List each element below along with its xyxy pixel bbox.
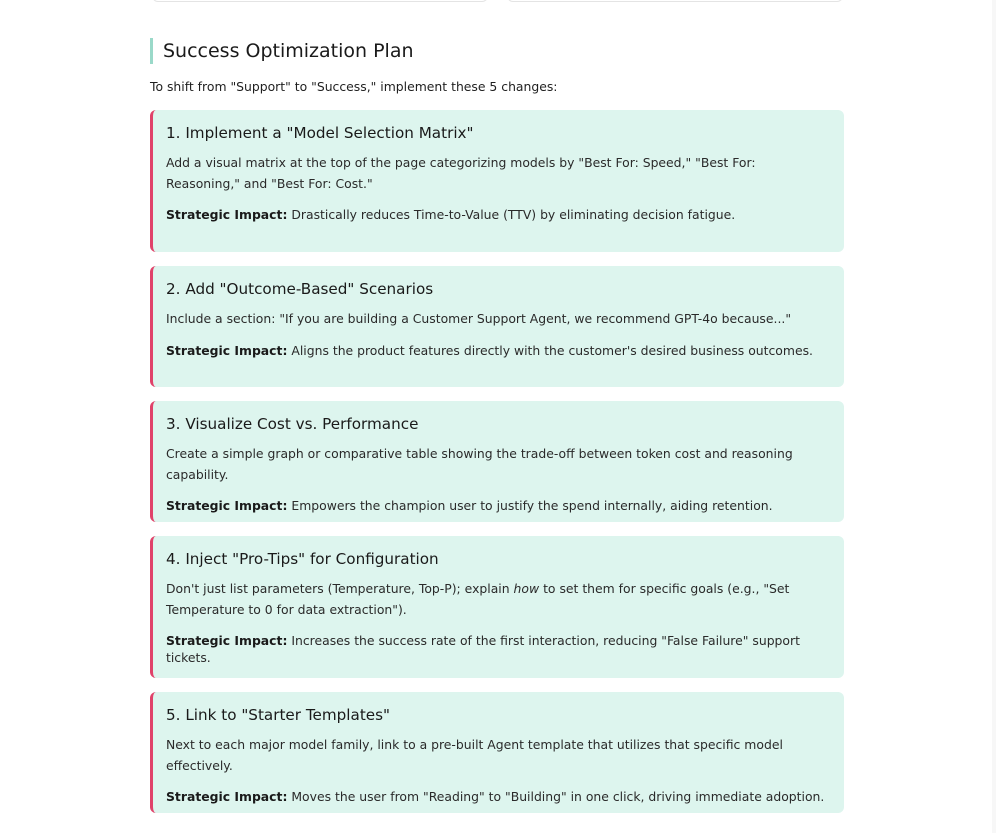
plan-item-title: 2. Add "Outcome-Based" Scenarios [166,280,434,298]
impact-text: Increases the success rate of the first interaction, reducing "False Failure" support tickets. [166,633,800,665]
plan-item-title: 4. Inject "Pro-Tips" for Configuration [166,550,439,568]
impact-label: Strategic Impact: [166,633,288,648]
success-plan-section [150,38,844,95]
plan-item-description: Add a visual matrix at the top of the page categorizing models by "Best For: Speed," "Best For: Reasoning," and "Best For: Cost." [166,155,756,191]
plan-item-3 [150,401,844,522]
plan-item-impact [166,788,832,805]
impact-text: Moves the user from "Reading" to "Building" in one click, driving immediate adoption. [291,789,825,804]
impact-label: Strategic Impact: [166,342,288,358]
plan-item-description: Don't just list parameters (Temperature, Top-P); explain how to set them for specific goals (e.g., "Set Temperature to 0 for data extraction"). [166,581,790,617]
plan-item-impact [166,497,832,514]
previous-card-right [507,0,843,2]
plan-item-description: Include a section: "If you are building a Customer Support Agent, we recommend GPT-4o because..." [166,311,792,326]
previous-card-left [152,0,488,2]
section-intro: To shift from "Support" to "Success," implement these 5 changes: [150,79,558,94]
impact-label: Strategic Impact: [166,207,288,222]
plan-item-1 [150,110,844,252]
impact-label: Strategic Impact: [166,789,288,804]
plan-item-description: Next to each major model family, link to a pre-built Agent template that utilizes that specific model effectively. [166,737,783,773]
section-title: Success Optimization Plan [150,38,844,64]
plan-item-impact [166,632,832,666]
plan-item-5 [150,692,844,813]
plan-item-2 [150,266,844,387]
plan-item-title: 1. Implement a "Model Selection Matrix" [166,124,474,142]
impact-text: Aligns the product features directly with the customer's desired business outcomes. [291,342,813,358]
plan-item-impact [166,206,832,223]
impact-text: Drastically reduces Time-to-Value (TTV) by eliminating decision fatigue. [291,207,736,222]
impact-label: Strategic Impact: [166,498,288,513]
scrollbar[interactable] [992,0,996,833]
plan-item-impact [166,342,832,359]
emphasis-how: how [513,581,540,596]
plan-item-title: 3. Visualize Cost vs. Performance [166,415,419,433]
impact-text: Empowers the champion user to justify the spend internally, aiding retention. [291,498,773,513]
plan-item-description: Create a simple graph or comparative table showing the trade-off between token cost and reasoning capability. [166,446,793,482]
plan-item-4 [150,536,844,678]
plan-item-title: 5. Link to "Starter Templates" [166,706,391,724]
